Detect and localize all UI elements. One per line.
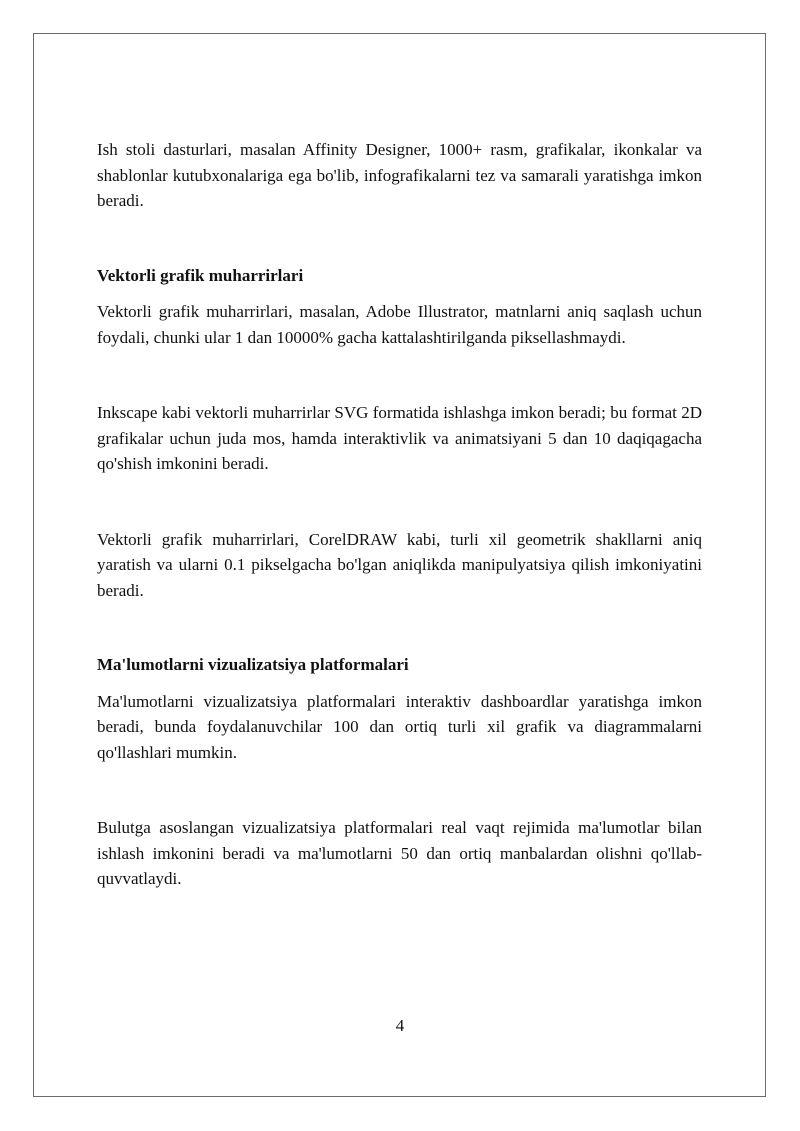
page-number: 4: [395, 1016, 405, 1035]
paragraph-inkscape: Inkscape kabi vektorli muharrirlar SVG formatida ishlashga imkon beradi; bu format 2D grafikalar uchun juda mos, hamda interaktivlik va animatsiyani 5 dan 10 daqiqagacha qo'shish imkonini beradi.: [97, 403, 702, 473]
paragraph-cloud-platforms: Bulutga asoslangan vizualizatsiya platformalari real vaqt rejimida ma'lumotlar bilan ishlash imkonini beradi va ma'lumotlarni 50 dan ortiq manbalardan olishni qo'llab-quvvatlaydi.: [97, 818, 702, 888]
intro-paragraph: Ish stoli dasturlari, masalan Affinity Designer, 1000+ rasm, grafikalar, ikonkalar va shablonlar kutubxonalariga ega bo'lib, infografikalarni tez va samarali yaratishga imkon beradi.: [97, 140, 702, 210]
section-heading-vector-editors: Vektorli grafik muharrirlari: [97, 265, 304, 285]
paragraph-dashboards: Ma'lumotlarni vizualizatsiya platformalari interaktiv dashboardlar yaratishga imkon beradi, bunda foydalanuvchilar 100 dan ortiq turli xil grafik va diagrammalarni qo'llashlari mumkin.: [97, 691, 702, 762]
paragraph-adobe-illustrator: Vektorli grafik muharrirlari, masalan, Adobe Illustrator, matnlarni aniq saqlash uchun foydali, chunki ular 1 dan 10000% gacha kattalashtirilganda piksellashmaydi.: [97, 302, 702, 347]
page-content: [97, 137, 702, 892]
paragraph-coreldraw: Vektorli grafik muharrirlari, CorelDRAW kabi, turli xil geometrik shakllarni aniq yaratish va ularni 0.1 pikselgacha bo'lgan aniqlikda manipulyatsiya qilish imkoniyatini beradi.: [97, 529, 702, 600]
section-heading-visualization-platforms: Ma'lumotlarni vizualizatsiya platformalari: [97, 655, 409, 674]
